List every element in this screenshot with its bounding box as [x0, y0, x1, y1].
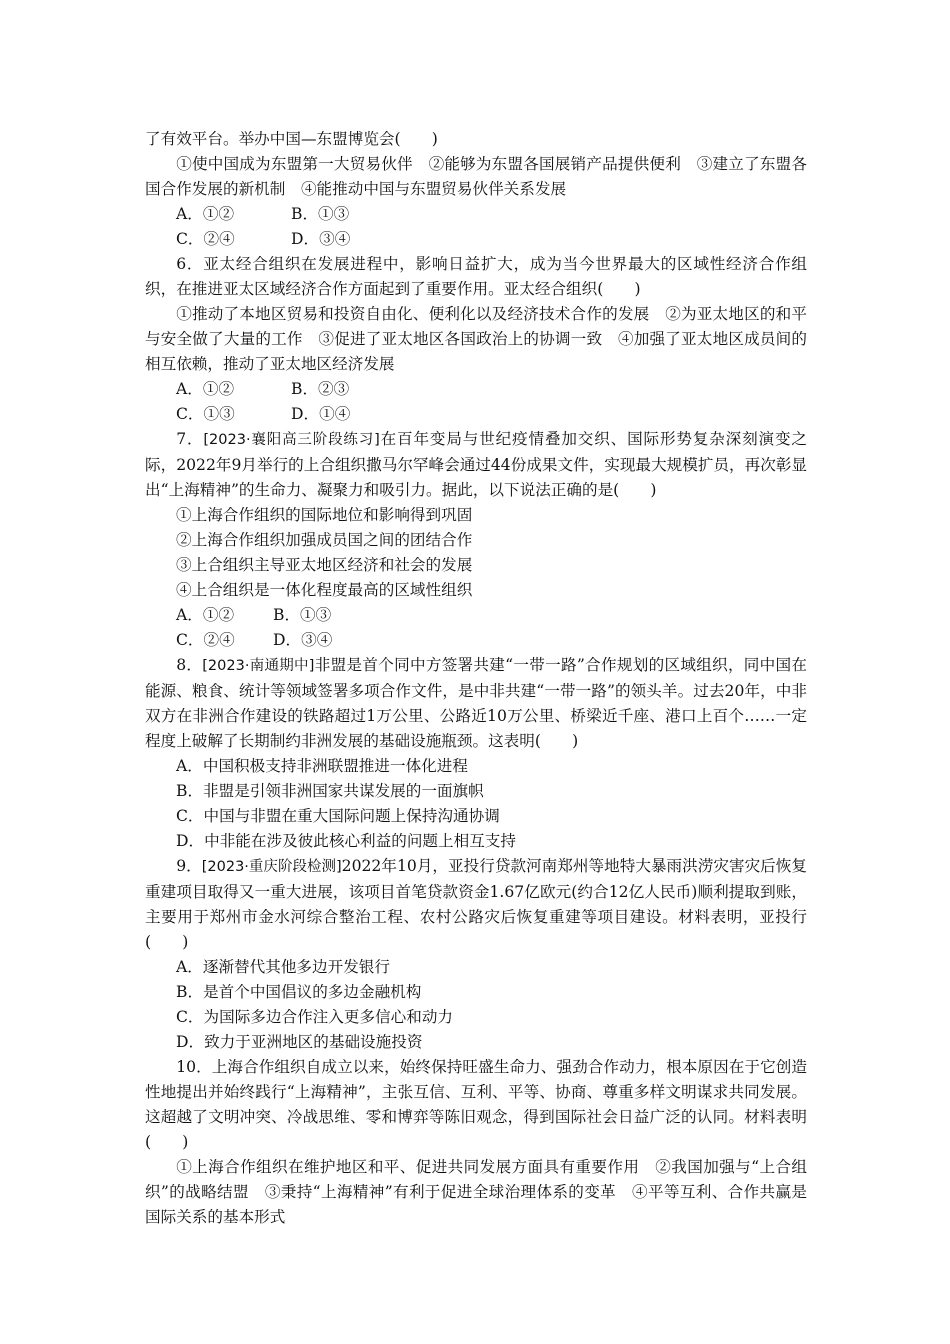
q9-option-a[interactable]: A．逐渐替代其他多边开发银行 — [176, 958, 390, 976]
q7-option-d[interactable]: D．③④ — [273, 631, 333, 649]
q5-option-d[interactable]: D．③④ — [291, 230, 351, 248]
q5-stem-tail: 了有效平台。举办中国—东盟博览会( ) — [145, 130, 438, 148]
q6-statements: ①推动了本地区贸易和投资自由化、便利化以及经济技术合作的发展 ②为亚太地区的和平与安全做了大量的工作 ③促进了亚太地区各国政治上的协调一致 ④加强了亚太地区成员间的相互依赖，推动了亚太地区经济发展 — [145, 305, 807, 373]
q5-option-c[interactable]: C．②④ — [176, 230, 235, 248]
q9-source-tag: [2023·重庆阶段检测] — [201, 859, 342, 875]
q7-option-c[interactable]: C．②④ — [176, 631, 235, 649]
q10-stem: 10．上海合作组织自成立以来，始终保持旺盛生命力、强劲合作动力，根本原因在于它创造性地提出并始终践行“上海精神”，主张互信、互利、平等、协商、尊重多样文明谋求共同发展。这超越了文明冲突、冷战思维、零和博弈等陈旧观念，得到国际社会日益广泛的认同。材料表明( ) — [145, 1058, 807, 1151]
q7-statement-4: ④上合组织是一体化程度最高的区域性组织 — [176, 581, 473, 599]
q5-option-a[interactable]: A．①② — [176, 205, 235, 223]
q7-source-tag: [2023·襄阳高三阶段练习] — [203, 432, 380, 448]
q8-option-b[interactable]: B．非盟是引领非洲国家共谋发展的一面旗帜 — [176, 782, 484, 800]
q6-option-a[interactable]: A．①② — [176, 380, 235, 398]
q9-stem: 2022年10月，亚投行贷款河南郑州等地特大暴雨洪涝灾害灾后恢复重建项目取得又一重大进展，该项目首笔贷款资金1.67亿欧元(约合12亿人民币)顺利提取到账，主要用于郑州市金水河综合整治工程、农村公路灾后恢复重建等项目建设。材料表明，亚投行( ) — [145, 857, 807, 951]
q8-number: 8． — [176, 656, 203, 674]
q8-source-tag: [2023·南通期中] — [202, 658, 315, 674]
q7-statement-1: ①上海合作组织的国际地位和影响得到巩固 — [176, 506, 473, 524]
q5-options-row-2 — [145, 227, 807, 252]
q8-stem: 非盟是首个同中方签署共建“一带一路”合作规划的区域组织，同中国在能源、粮食、统计等领域签署多项合作文件，是中非共建“一带一路”的领头羊。过去20年，中非双方在非洲合作建设的铁路超过1万公里、公路近10万公里、桥梁近千座、港口上百个……一定程度上破解了长期制约非洲发展的基础设施瓶颈。这表明( ) — [145, 656, 808, 750]
q9-number: 9． — [176, 857, 202, 875]
q6-option-b[interactable]: B．②③ — [291, 380, 350, 398]
q7-option-a[interactable]: A．①② — [176, 606, 235, 624]
q7-option-b[interactable]: B．①③ — [273, 606, 332, 624]
q9-option-c[interactable]: C．为国际多边合作注入更多信心和动力 — [176, 1008, 454, 1026]
q7-options-row-2 — [145, 628, 807, 653]
q7-stem: 在百年变局与世纪疫情叠加交织、国际形势复杂深刻演变之际，2022年9月举行的上合组织撒马尔罕峰会通过44份成果文件，实现最大规模扩员，再次彰显出“上海精神”的生命力、凝聚力和吸引力。据此，以下说法正确的是( ) — [145, 430, 808, 499]
q6-options-row-1 — [145, 377, 807, 402]
q6-option-d[interactable]: D．①④ — [291, 405, 351, 423]
q5-option-b[interactable]: B．①③ — [291, 205, 350, 223]
q9-option-b[interactable]: B．是首个中国倡议的多边金融机构 — [176, 983, 422, 1001]
q8-option-d[interactable]: D．中非能在涉及彼此核心利益的问题上相互支持 — [176, 832, 516, 850]
q6-option-c[interactable]: C．①③ — [176, 405, 235, 423]
q5-statements: ①使中国成为东盟第一大贸易伙伴 ②能够为东盟各国展销产品提供便利 ③建立了东盟各国合作发展的新机制 ④能推动中国与东盟贸易伙伴关系发展 — [145, 155, 807, 198]
question-content — [145, 127, 807, 1230]
q7-options-row-1 — [145, 603, 807, 628]
q8-stem-paragraph — [145, 653, 807, 754]
q5-options-row-1 — [145, 202, 807, 227]
q6-options-row-2 — [145, 402, 807, 427]
q7-number: 7． — [176, 430, 204, 448]
q7-statement-3: ③上合组织主导亚太地区经济和社会的发展 — [176, 556, 473, 574]
q6-stem: 6．亚太经合组织在发展进程中，影响日益扩大，成为当今世界最大的区域性经济合作组织，在推进亚太区域经济合作方面起到了重要作用。亚太经合组织( ) — [145, 255, 807, 298]
q9-stem-paragraph — [145, 854, 807, 955]
q10-statements: ①上海合作组织在维护地区和平、促进共同发展方面具有重要作用 ②我国加强与“上合组织”的战略结盟 ③秉持“上海精神”有利于促进全球治理体系的变革 ④平等互利、合作共赢是国际关系的基本形式 — [145, 1158, 807, 1226]
q8-option-c[interactable]: C．中国与非盟在重大国际问题上保持沟通协调 — [176, 807, 500, 825]
q8-option-a[interactable]: A．中国积极支持非洲联盟推进一体化进程 — [176, 757, 468, 775]
q9-option-d[interactable]: D．致力于亚洲地区的基础设施投资 — [176, 1033, 423, 1051]
q7-statement-2: ②上海合作组织加强成员国之间的团结合作 — [176, 531, 473, 549]
q7-stem-paragraph — [145, 427, 807, 503]
